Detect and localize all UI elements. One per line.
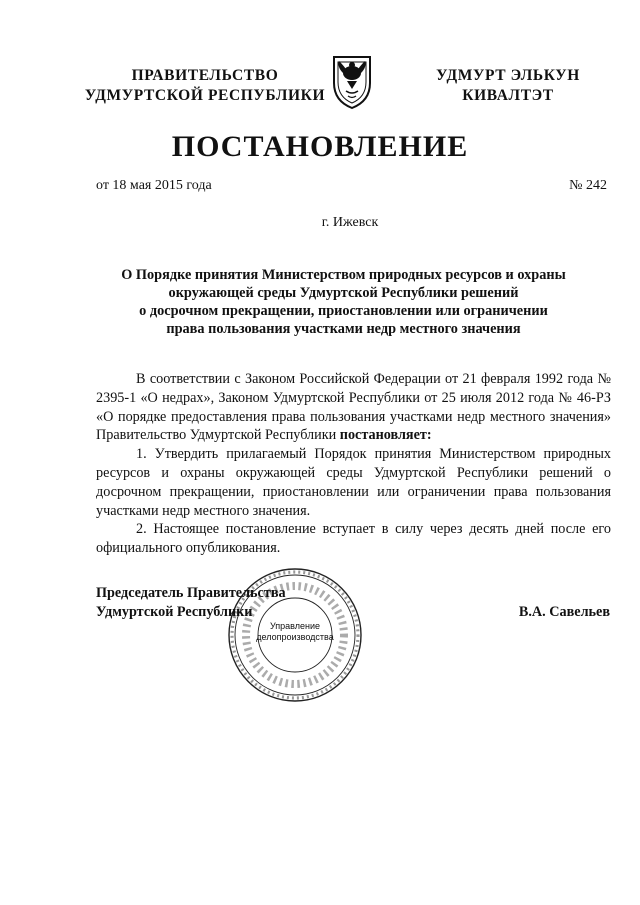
document-body [96, 370, 611, 558]
document-date: от 18 мая 2015 года [96, 178, 212, 193]
signature-position [96, 584, 286, 622]
document-subject [96, 266, 591, 338]
body-paragraph-bold: постановляет: [339, 427, 432, 444]
header-right [392, 66, 624, 106]
signature-position-line1: Председатель Правительства [96, 585, 286, 601]
document-city: г. Ижевск [321, 215, 379, 230]
body-paragraph: 1. Утвердить прилагаемый Порядок принятия Министерством природных ресурсов и охраны окружающей среды Удмуртской Республики решений о досрочном прекращении, приостановлении или ограничении права пользования участками недр местного значения. [96, 446, 611, 519]
header-right-line2: КИВАЛТЭТ [462, 87, 554, 104]
document-title: ПОСТАНОВЛЕНИЕ [171, 130, 469, 163]
subject-line: окружающей среды Удмуртской Республики решений [168, 285, 519, 301]
body-paragraph: 2. Настоящее постановление вступает в силу через десять дней после его официального опубликования. [96, 521, 611, 557]
signature-position-line2: Удмуртской Республики [96, 603, 253, 620]
stamp-text-line1: Управление [269, 621, 321, 631]
stamp-text-line2: делопроизводства [256, 632, 334, 642]
header-left-line2: УДМУРТСКОЙ РЕСПУБЛИКИ [84, 87, 326, 104]
header-left-line1: ПРАВИТЕЛЬСТВО [131, 67, 279, 84]
subject-line: О Порядке принятия Министерством природных ресурсов и охраны [121, 267, 566, 283]
signature-name: В.А. Савельев [518, 604, 610, 620]
coat-of-arms-icon [331, 53, 373, 111]
document-number: № 242 [569, 178, 607, 193]
body-paragraph-text: В соответствии с Законом Российской Федерации от 21 февраля 1992 года № 2395-1 «О недрах», Законом Удмуртской Республики от 25 июля 2012 года № 46-РЗ «О порядке предоставления права пользования участками недр местного значения» Правительство Удмуртской Республики [96, 371, 611, 444]
header-left [75, 66, 335, 106]
header-right-line1: УДМУРТ ЭЛЬКУН [436, 67, 580, 84]
subject-line: о досрочном прекращении, приостановлении или ограничении [139, 303, 548, 319]
subject-line: права пользования участками недр местного значения [166, 321, 521, 337]
body-paragraph [96, 370, 611, 445]
